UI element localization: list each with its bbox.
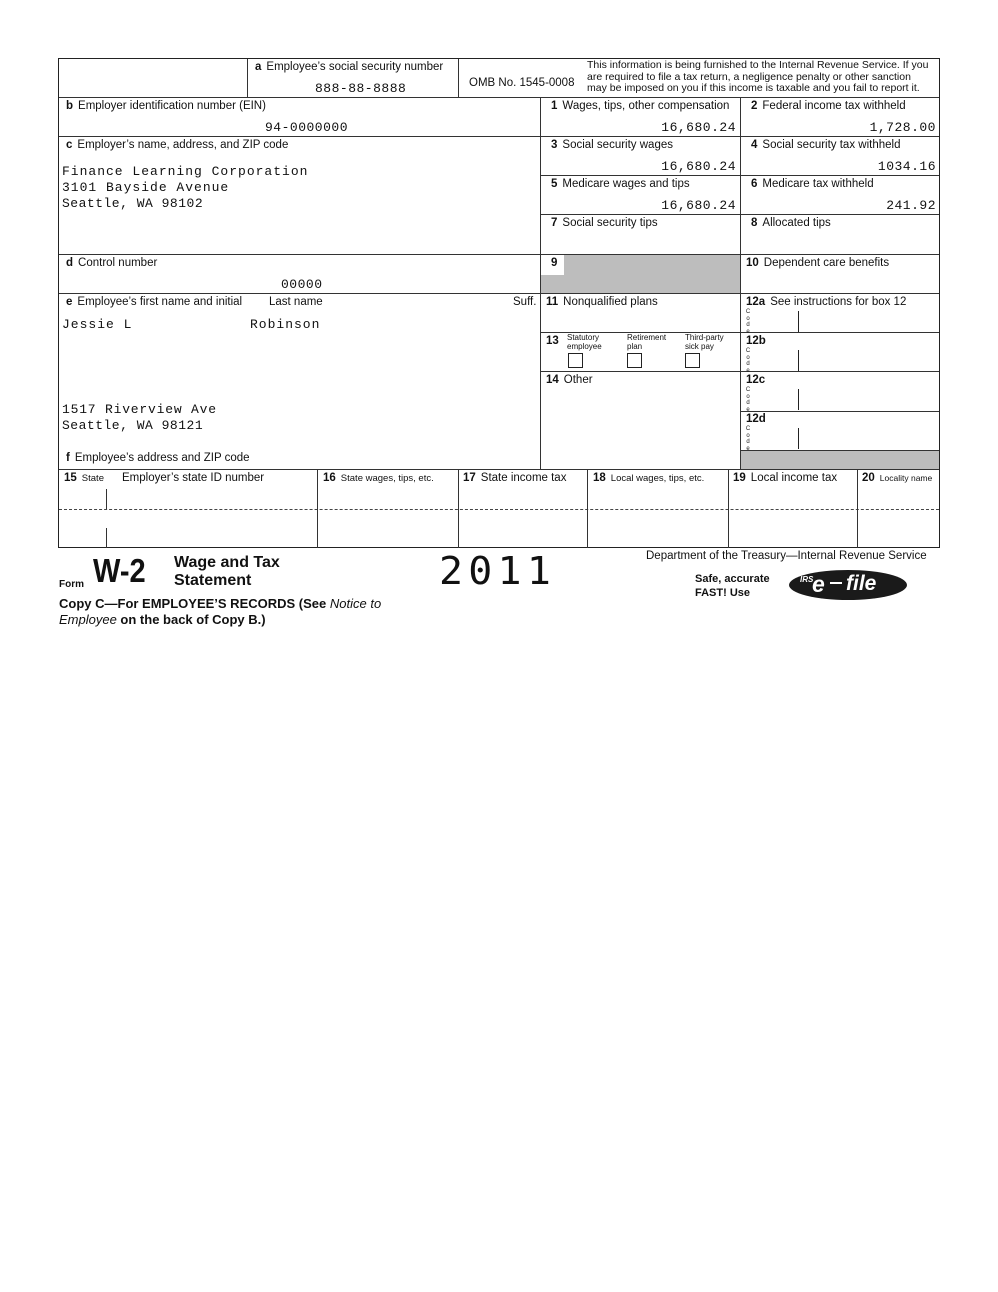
employer-state-id-label: Employer’s state ID number (122, 472, 265, 484)
box-16-label: 16 State wages, tips, etc. (323, 472, 434, 484)
box-10-label: 10 Dependent care benefits (746, 257, 890, 269)
statutory-employee-checkbox[interactable] (568, 353, 583, 368)
col-divider (458, 59, 459, 97)
box-13-label: 13 (546, 335, 559, 347)
box-12b-label: 12b (746, 335, 766, 347)
box-6-value: 241.92 (886, 198, 936, 213)
box-9-shade (541, 275, 565, 293)
efile-tagline: Safe, accurate FAST! Use (695, 573, 770, 599)
box-3-value: 16,680.24 (661, 159, 736, 174)
box-1-label: 1 Wages, tips, other compensation (551, 100, 730, 112)
row-divider (740, 411, 939, 412)
code-divider (798, 428, 799, 449)
box-5-label: 5 Medicare wages and tips (551, 178, 690, 190)
box-12a-label: 12a See instructions for box 12 (746, 296, 907, 308)
employee-street: 1517 Riverview Ave (62, 402, 217, 417)
retirement-plan-checkbox[interactable] (627, 353, 642, 368)
col-divider (587, 469, 588, 548)
box-8-label: 8 Allocated tips (751, 217, 831, 229)
irs-efile-logo: IRS e file (789, 570, 907, 600)
row-divider (59, 97, 939, 98)
box-d-label: d Control number (66, 257, 158, 269)
box-17-label: 17 State income tax (463, 472, 567, 484)
row-divider (59, 254, 939, 255)
state-tick (106, 528, 107, 548)
copy-designation: Copy C—For EMPLOYEE’S RECORDS (See Notice to Employee on the back of Copy B.) (59, 596, 382, 627)
box-18-label: 18 Local wages, tips, etc. (593, 472, 705, 484)
w2-form (58, 58, 940, 548)
col-divider (458, 469, 459, 548)
form-title: Wage and Tax Statement (174, 554, 280, 589)
box-2-value: 1,728.00 (869, 120, 936, 135)
ssn-value: 888-88-8888 (315, 81, 407, 96)
box-19-label: 19 Local income tax (733, 472, 838, 484)
state-row-divider (59, 509, 939, 510)
col-divider (740, 97, 741, 469)
row-divider (59, 293, 939, 294)
box-14-label: 14 Other (546, 374, 593, 386)
retirement-plan-label: Retirement plan (627, 333, 667, 351)
box-4-label: 4 Social security tax withheld (751, 139, 901, 151)
ein-value: 94-0000000 (265, 120, 349, 135)
box-1-value: 16,680.24 (661, 120, 736, 135)
third-party-sick-pay-label: Third-party sick pay (685, 333, 724, 351)
employer-street: 3101 Bayside Avenue (62, 180, 230, 195)
col-divider (857, 469, 858, 548)
box-12-shade (741, 451, 939, 469)
code-label: C o d e (745, 348, 751, 374)
employee-first-name: Jessie L (62, 317, 133, 332)
box-c-label: c Employer’s name, address, and ZIP code (66, 139, 289, 151)
col-divider (728, 469, 729, 548)
code-label: C o d e (745, 309, 751, 335)
form-word: Form (59, 579, 84, 590)
state-tick (106, 489, 107, 509)
box-9-label: 9 (551, 257, 558, 269)
statutory-employee-label: Statutory employee (567, 333, 602, 351)
employer-city: Seattle, WA 98102 (62, 196, 204, 211)
code-label: C o d e (745, 387, 751, 413)
box-e-label: e Employee’s first name and initial (66, 296, 243, 308)
department-label: Department of the Treasury—Internal Revenue Service (646, 550, 927, 562)
row-divider (59, 136, 939, 137)
box-7-label: 7 Social security tips (551, 217, 658, 229)
box-2-label: 2 Federal income tax withheld (751, 100, 906, 112)
tax-year: 2011 (439, 549, 557, 593)
box-b-label: b Employer identification number (EIN) (66, 100, 266, 112)
omb-number: OMB No. 1545-0008 (469, 77, 575, 89)
row-divider (59, 469, 939, 470)
col-divider (317, 469, 318, 548)
code-label: C o d e (745, 426, 751, 452)
box-6-label: 6 Medicare tax withheld (751, 178, 874, 190)
last-name-label: Last name (269, 296, 323, 308)
code-divider (798, 389, 799, 410)
box-11-label: 11 Nonqualified plans (546, 296, 658, 308)
box-15-label: 15 State (64, 472, 104, 484)
col-divider (247, 59, 248, 97)
form-id: W-2 (93, 552, 146, 589)
irs-notice: This information is being furnished to the Internal Revenue Service. If you are required to file a tax return, a negligence penalty or other sanction may be imposed on you if this income is taxable and you fail to report it. (587, 59, 929, 94)
employee-last-name: Robinson (250, 317, 321, 332)
box-20-label: 20 Locality name (862, 472, 933, 484)
efile-dash (830, 582, 842, 584)
control-number: 00000 (281, 277, 323, 292)
third-party-sick-pay-checkbox[interactable] (685, 353, 700, 368)
box-12c-label: 12c (746, 374, 766, 386)
box-12d-label: 12d (746, 413, 766, 425)
box-9-shade (564, 255, 740, 293)
box-4-value: 1034.16 (877, 159, 936, 174)
box-f-label: f Employee’s address and ZIP code (66, 452, 250, 464)
employer-name: Finance Learning Corporation (62, 164, 309, 179)
code-divider (798, 311, 799, 332)
box-a-label: a Employee’s social security number (255, 61, 444, 73)
box-3-label: 3 Social security wages (551, 139, 673, 151)
employee-city: Seattle, WA 98121 (62, 418, 204, 433)
suffix-label: Suff. (513, 296, 537, 308)
code-divider (798, 350, 799, 371)
box-5-value: 16,680.24 (661, 198, 736, 213)
